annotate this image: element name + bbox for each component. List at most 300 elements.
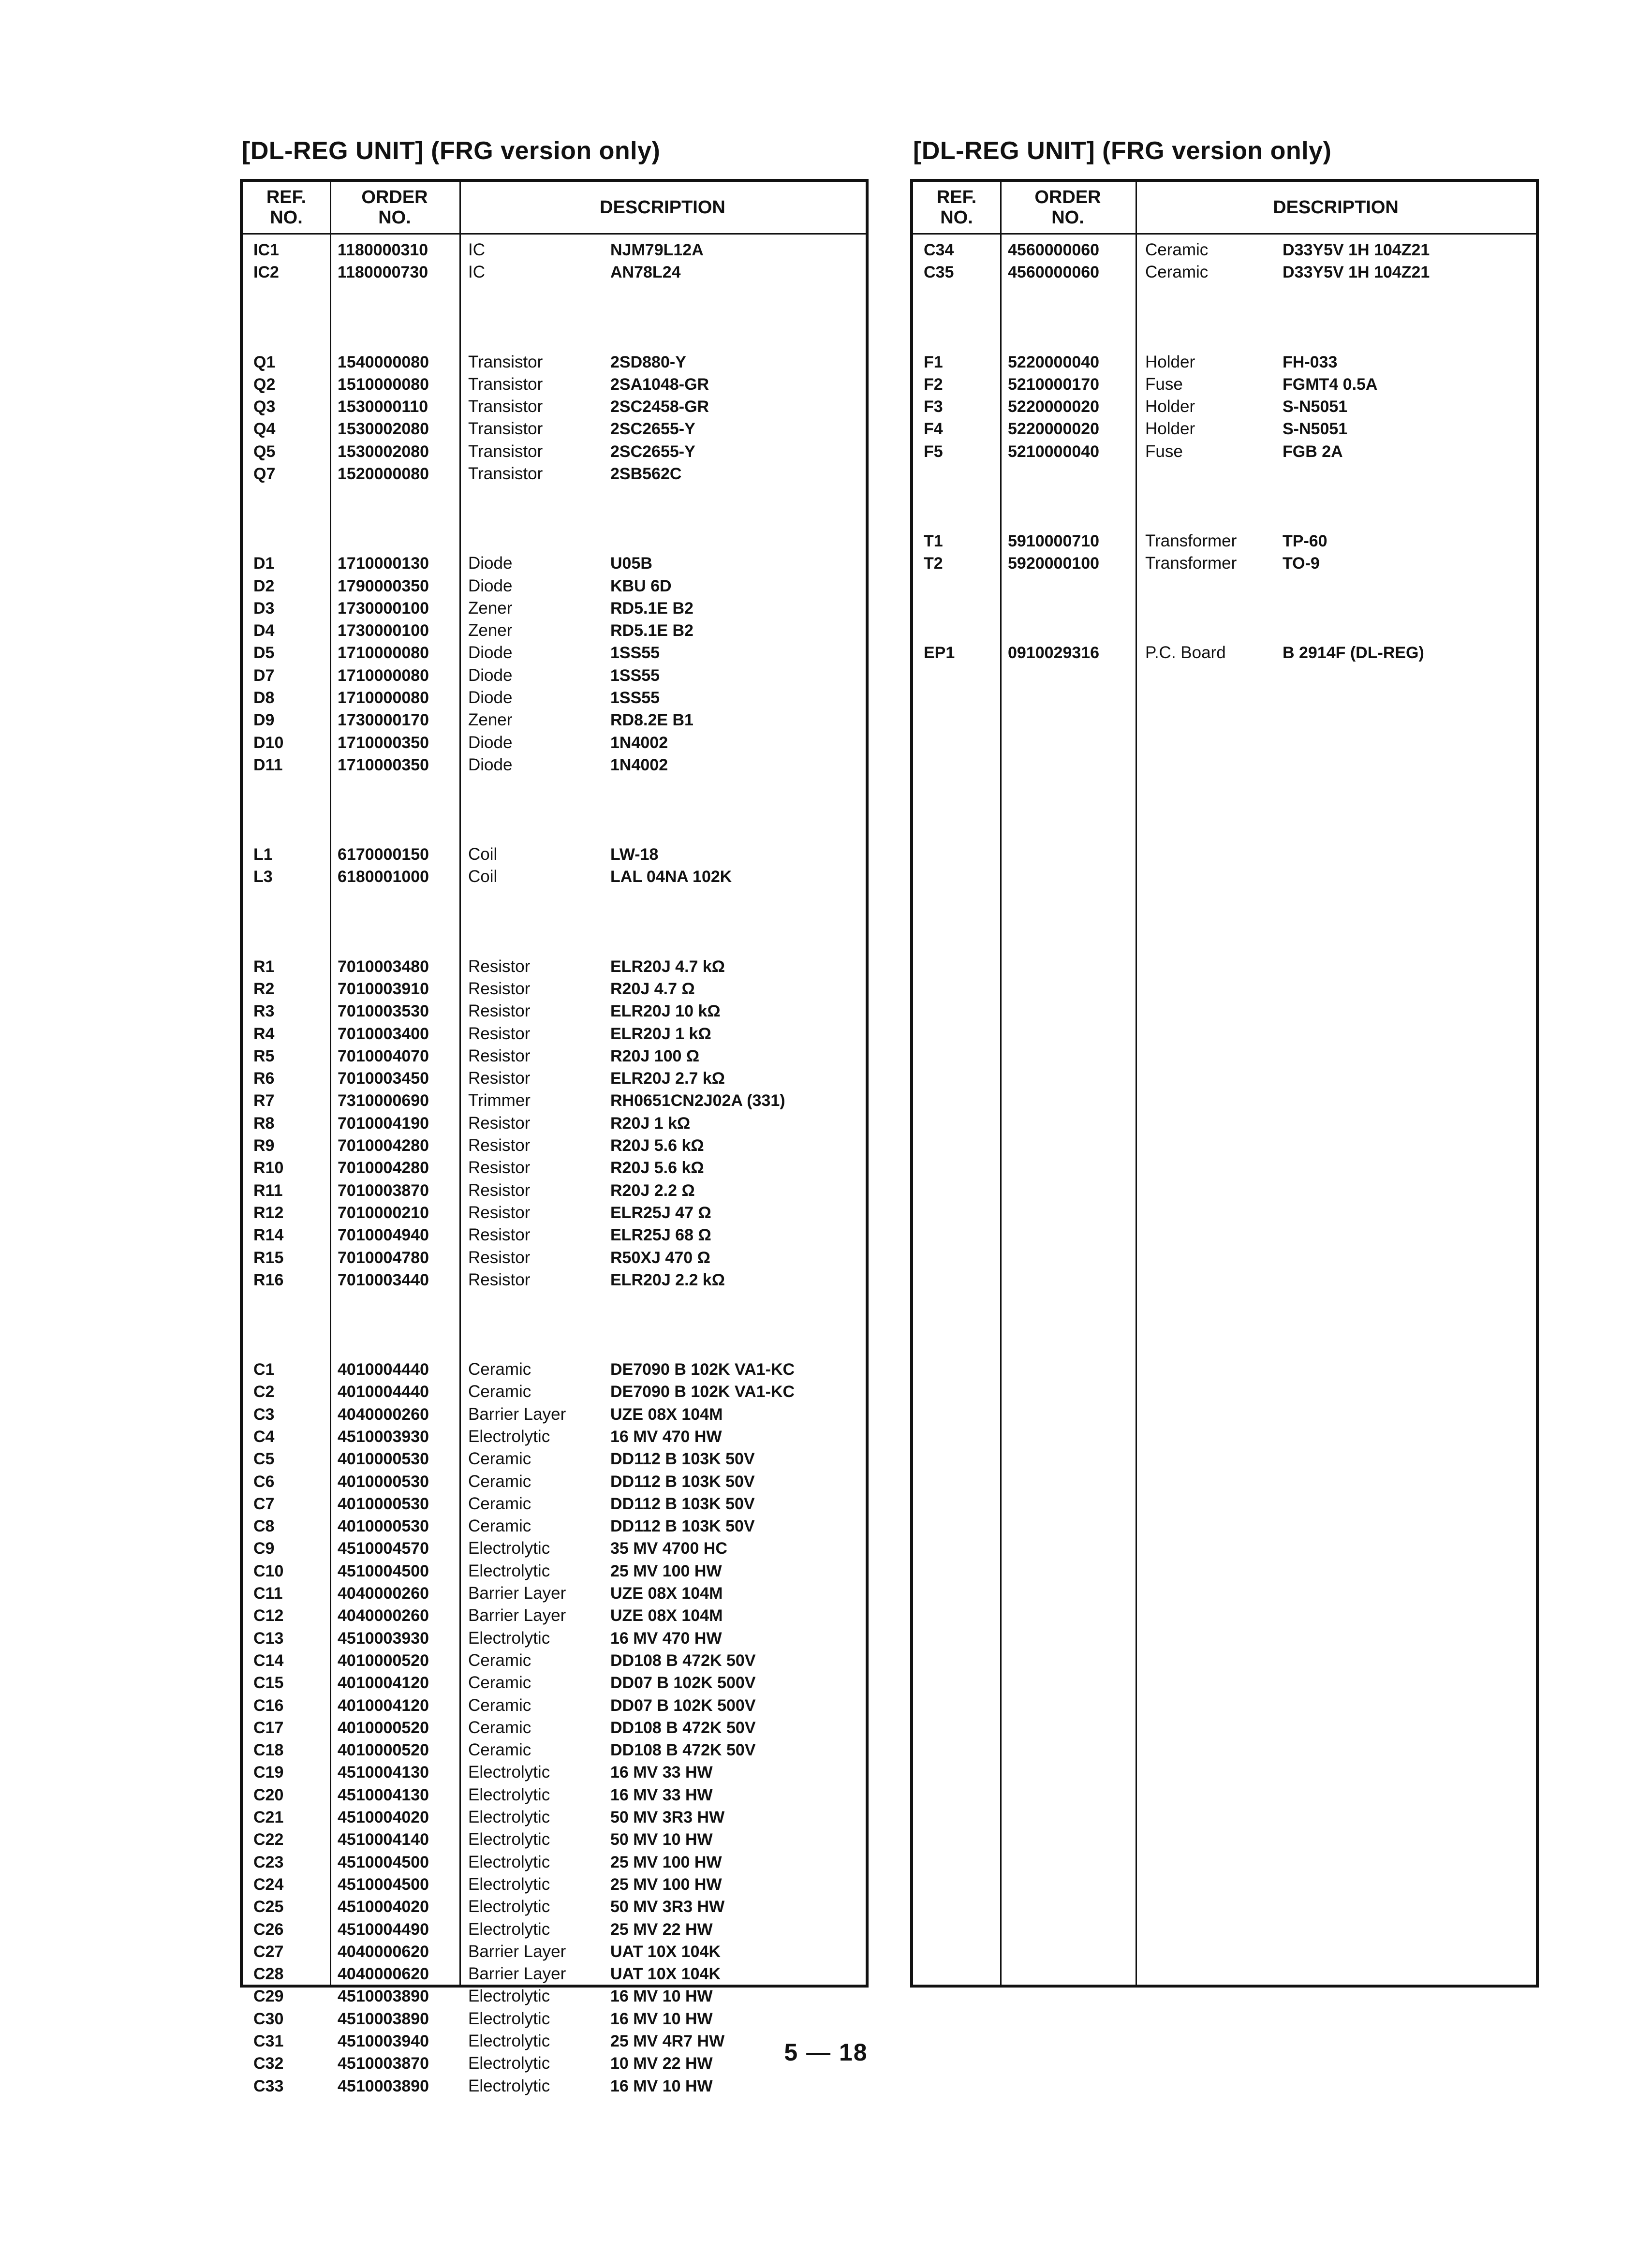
part-type-cell: P.C. Board (1145, 643, 1226, 663)
ref-no-cell: D2 (253, 576, 275, 595)
part-spec-cell: 16 MV 33 HW (610, 1763, 713, 1782)
parts-row (243, 1112, 866, 1134)
part-type-cell: Transistor (468, 397, 543, 416)
parts-row (243, 396, 866, 418)
order-no-cell: 4040000620 (338, 1965, 429, 1984)
order-no-cell: 5220000040 (1008, 353, 1100, 371)
ref-no-cell: C22 (253, 1830, 284, 1849)
ref-no-cell: R10 (253, 1159, 284, 1178)
parts-row (243, 597, 866, 619)
part-spec-cell: 25 MV 100 HW (610, 1875, 722, 1894)
parts-row (243, 1045, 866, 1067)
ref-no-cell: D5 (253, 644, 275, 663)
order-no-cell: 4510003870 (338, 2054, 429, 2073)
parts-row (243, 1627, 866, 1649)
parts-row (243, 1403, 866, 1426)
parts-row (243, 642, 866, 664)
ref-no-cell: Q7 (253, 465, 276, 483)
order-no-cell: 6180001000 (338, 868, 429, 886)
ref-no-cell: C33 (253, 2077, 284, 2095)
order-no-cell: 5220000020 (1008, 398, 1100, 416)
ref-no-cell: C32 (253, 2054, 284, 2073)
order-no-cell: 7010004780 (338, 1248, 429, 1267)
part-type-cell: Electrolytic (468, 1785, 550, 1804)
parts-row (913, 642, 1536, 664)
order-no-cell: 7310000690 (338, 1091, 429, 1110)
part-spec-cell: 2SA1048-GR (610, 375, 709, 394)
part-type-cell: Barrier Layer (468, 1606, 566, 1625)
part-spec-cell: DD112 B 103K 50V (610, 1450, 755, 1469)
ref-no-cell: C6 (253, 1472, 275, 1491)
parts-row (243, 1963, 866, 1985)
part-type-cell: Ceramic (468, 1695, 531, 1715)
parts-row (243, 1828, 866, 1851)
part-spec-cell: DD108 B 472K 50V (610, 1741, 756, 1760)
part-spec-cell: R20J 100 Ω (610, 1046, 700, 1065)
ref-header-line1: REF. (266, 187, 307, 207)
ref-no-cell: R1 (253, 957, 275, 976)
part-spec-cell: 2SC2655-Y (610, 420, 695, 439)
ref-no-cell: C4 (253, 1427, 275, 1446)
order-no-cell: 4510004500 (338, 1875, 429, 1894)
part-type-cell: Electrolytic (468, 1897, 550, 1916)
part-type-cell: Ceramic (468, 1382, 531, 1401)
part-type-cell: Electrolytic (468, 1852, 550, 1871)
part-type-cell: Ceramic (1145, 240, 1209, 259)
order-no-cell: 4510003890 (338, 2077, 429, 2095)
parts-row (243, 1090, 866, 1112)
order-no-cell: 4010000520 (338, 1651, 429, 1670)
part-spec-cell: D33Y5V 1H 104Z21 (1283, 241, 1430, 259)
parts-row (243, 463, 866, 485)
order-no-cell: 7010004940 (338, 1226, 429, 1245)
part-type-cell: Ceramic (468, 1673, 531, 1693)
parts-row (243, 1896, 866, 1918)
part-type-cell: Diode (468, 755, 513, 774)
parts-row (243, 1985, 866, 2007)
order-header-line1: ORDER (1034, 187, 1101, 207)
ref-no-cell: D8 (253, 689, 275, 707)
parts-row (243, 687, 866, 709)
parts-row (243, 709, 866, 731)
part-type-cell: Resistor (468, 1180, 531, 1200)
part-type-cell: Resistor (468, 1203, 531, 1222)
parts-row (913, 396, 1536, 418)
part-type-cell: Zener (468, 598, 513, 618)
ref-no-cell: C3 (253, 1405, 275, 1424)
part-spec-cell: ELR20J 4.7 kΩ (610, 957, 725, 976)
part-type-cell: Electrolytic (468, 1874, 550, 1894)
part-spec-cell: 1SS55 (610, 666, 660, 685)
ref-no-cell: C15 (253, 1674, 284, 1693)
part-spec-cell: 16 MV 470 HW (610, 1629, 722, 1648)
part-spec-cell: DD112 B 103K 50V (610, 1472, 755, 1491)
part-type-cell: Holder (1145, 352, 1195, 371)
parts-row (243, 1694, 866, 1717)
ref-no-cell: C21 (253, 1808, 284, 1826)
part-type-cell: Electrolytic (468, 1561, 550, 1580)
ref-header-line2: NO. (270, 207, 303, 228)
order-no-cell: 0910029316 (1008, 644, 1100, 663)
ref-no-cell: R4 (253, 1024, 275, 1043)
order-no-cell: 7010004280 (338, 1136, 429, 1155)
order-no-cell: 4510004570 (338, 1539, 429, 1558)
part-type-cell: Coil (468, 845, 498, 864)
ref-no-cell: Q2 (253, 375, 276, 394)
order-no-cell: 4040000260 (338, 1405, 429, 1424)
parts-row (243, 956, 866, 978)
ref-no-cell: D1 (253, 554, 275, 573)
order-no-cell: 1540000080 (338, 353, 429, 371)
ref-no-cell: C7 (253, 1494, 275, 1513)
part-spec-cell: 25 MV 100 HW (610, 1561, 722, 1580)
part-type-cell: Ceramic (468, 1718, 531, 1737)
part-spec-cell: 2SD880-Y (610, 353, 686, 371)
part-spec-cell: DD112 B 103K 50V (610, 1494, 755, 1513)
part-type-cell: Ceramic (468, 1650, 531, 1670)
parts-row (243, 664, 866, 687)
ref-no-cell: C29 (253, 1987, 284, 2006)
order-no-cell: 1520000080 (338, 465, 429, 483)
ref-no-cell: C35 (924, 263, 954, 282)
part-type-cell: Resistor (468, 1046, 531, 1065)
order-no-cell: 1180000310 (338, 241, 428, 259)
parts-row (243, 1806, 866, 1828)
left-title: [DL-REG UNIT] (FRG version only) (242, 137, 661, 165)
ref-header-line1: REF. (936, 187, 977, 207)
ref-no-cell: C13 (253, 1629, 284, 1648)
ref-no-cell: L1 (253, 845, 273, 864)
parts-row (243, 1471, 866, 1493)
part-type-cell: Barrier Layer (468, 1404, 566, 1424)
part-type-cell: Resistor (468, 957, 531, 976)
part-type-cell: Transistor (468, 464, 543, 483)
parts-row (243, 2075, 866, 2097)
part-type-cell: IC (468, 263, 485, 282)
ref-no-cell: IC1 (253, 241, 279, 259)
order-no-cell: 1730000170 (338, 711, 429, 730)
right-title: [DL-REG UNIT] (FRG version only) (913, 137, 1332, 165)
part-type-cell: Zener (468, 621, 513, 640)
ref-no-cell: C12 (253, 1606, 284, 1625)
parts-row (243, 1426, 866, 1448)
ref-no-cell: C10 (253, 1561, 284, 1580)
parts-row (243, 754, 866, 776)
part-type-cell: Resistor (468, 1069, 531, 1088)
part-type-cell: Resistor (468, 979, 531, 998)
part-type-cell: Barrier Layer (468, 1964, 566, 1984)
order-no-cell: 7010004280 (338, 1159, 429, 1178)
ref-header-line2: NO. (940, 207, 973, 228)
part-type-cell: Electrolytic (468, 1539, 550, 1558)
part-spec-cell: 16 MV 10 HW (610, 2009, 713, 2028)
part-spec-cell: 25 MV 100 HW (610, 1853, 722, 1871)
ref-no-cell: C16 (253, 1696, 284, 1715)
parts-row (243, 373, 866, 396)
part-spec-cell: 50 MV 3R3 HW (610, 1808, 725, 1826)
ref-no-cell: C14 (253, 1651, 284, 1670)
order-no-cell: 7010000210 (338, 1203, 429, 1222)
ref-no-cell: F2 (924, 375, 943, 394)
part-type-cell: Diode (468, 576, 513, 595)
ref-no-cell: C25 (253, 1898, 284, 1916)
part-type-cell: Electrolytic (468, 1427, 550, 1446)
order-no-cell: 1710000080 (338, 644, 429, 663)
order-no-header (1000, 182, 1136, 233)
part-spec-cell: 2SB562C (610, 465, 682, 483)
part-spec-cell: DD108 B 472K 50V (610, 1718, 756, 1737)
part-type-cell: Fuse (1145, 442, 1183, 461)
ref-no-cell: D3 (253, 599, 275, 618)
part-spec-cell: 50 MV 3R3 HW (610, 1898, 725, 1916)
part-spec-cell: KBU 6D (610, 576, 672, 595)
order-no-cell: 4510003930 (338, 1427, 429, 1446)
part-spec-cell: R20J 5.6 kΩ (610, 1136, 704, 1155)
order-no-cell: 4510004020 (338, 1808, 429, 1826)
part-type-cell: Transformer (1145, 531, 1237, 550)
part-type-cell: Ceramic (468, 1740, 531, 1760)
part-spec-cell: 25 MV 4R7 HW (610, 2032, 725, 2050)
ref-no-cell: F4 (924, 420, 943, 439)
parts-row (243, 978, 866, 1000)
parts-row (243, 1515, 866, 1537)
ref-no-cell: R6 (253, 1069, 275, 1088)
parts-row (243, 1247, 866, 1269)
part-type-cell: Resistor (468, 1158, 531, 1178)
parts-row (243, 1649, 866, 1672)
ref-no-cell: R3 (253, 1002, 275, 1021)
order-no-cell: 4560000060 (1008, 241, 1100, 259)
parts-row (243, 732, 866, 754)
part-spec-cell: 16 MV 33 HW (610, 1785, 713, 1804)
order-no-cell: 4010000520 (338, 1741, 429, 1760)
order-no-cell: 7010003450 (338, 1069, 429, 1088)
part-spec-cell: 2SC2458-GR (610, 398, 709, 416)
parts-row (243, 1537, 866, 1560)
part-type-cell: Barrier Layer (468, 1942, 566, 1961)
order-no-cell: 4510004140 (338, 1830, 429, 1849)
part-type-cell: Resistor (468, 1225, 531, 1245)
parts-row (913, 530, 1536, 552)
order-no-cell: 4510003940 (338, 2032, 429, 2050)
ref-no-cell: F1 (924, 353, 943, 371)
part-type-cell: Zener (468, 710, 513, 730)
order-no-cell: 7010004070 (338, 1046, 429, 1065)
parts-row (913, 552, 1536, 574)
order-header-line1: ORDER (361, 187, 428, 207)
description-header: DESCRIPTION (1273, 197, 1399, 218)
part-spec-cell: UZE 08X 104M (610, 1606, 723, 1625)
order-no-cell: 7010003480 (338, 957, 429, 976)
parts-row (243, 1381, 866, 1403)
order-no-cell: 7010003910 (338, 979, 429, 998)
part-type-cell: Electrolytic (468, 1808, 550, 1826)
parts-row (243, 1605, 866, 1627)
order-no-cell: 1180000730 (338, 263, 428, 282)
part-spec-cell: LW-18 (610, 845, 659, 864)
parts-row (243, 1761, 866, 1783)
parts-row (243, 418, 866, 440)
part-type-cell: Resistor (468, 1136, 531, 1155)
part-spec-cell: 16 MV 470 HW (610, 1427, 722, 1446)
part-spec-cell: FGB 2A (1283, 442, 1343, 461)
part-spec-cell: B 2914F (DL-REG) (1283, 644, 1424, 663)
part-spec-cell: R20J 1 kΩ (610, 1114, 691, 1133)
parts-row (243, 1918, 866, 1941)
ref-no-cell: R7 (253, 1091, 275, 1110)
part-spec-cell: DE7090 B 102K VA1-KC (610, 1383, 795, 1401)
ref-no-cell: D4 (253, 621, 275, 640)
ref-no-cell: C9 (253, 1539, 275, 1558)
ref-no-cell: D9 (253, 711, 275, 730)
parts-row (243, 1269, 866, 1291)
parts-row (243, 1941, 866, 1963)
part-spec-cell: UZE 08X 104M (610, 1405, 723, 1424)
part-spec-cell: 16 MV 10 HW (610, 2077, 713, 2095)
part-type-cell: Resistor (468, 1001, 531, 1021)
ref-no-cell: R2 (253, 979, 275, 998)
order-no-cell: 1730000100 (338, 599, 429, 618)
part-spec-cell: ELR20J 1 kΩ (610, 1024, 711, 1043)
order-header-line2: NO. (1051, 207, 1084, 228)
order-no-cell: 7010003440 (338, 1270, 429, 1289)
order-no-cell: 1710000130 (338, 554, 429, 573)
part-type-cell: Electrolytic (468, 2054, 550, 2073)
part-spec-cell: R20J 5.6 kΩ (610, 1159, 704, 1178)
ref-no-cell: F3 (924, 398, 943, 416)
part-type-cell: Electrolytic (468, 1987, 550, 2006)
parts-row (243, 866, 866, 888)
parts-row (243, 1717, 866, 1739)
order-no-cell: 1710000350 (338, 755, 429, 774)
part-type-cell: Transistor (468, 442, 543, 461)
ref-no-cell: F5 (924, 442, 943, 461)
part-type-cell: Transistor (468, 352, 543, 371)
part-spec-cell: UZE 08X 104M (610, 1584, 723, 1603)
ref-no-cell: C24 (253, 1875, 284, 1894)
ref-no-header (243, 182, 330, 233)
order-no-header (330, 182, 459, 233)
order-no-cell: 1530002080 (338, 442, 429, 461)
part-spec-cell: 1N4002 (610, 755, 668, 774)
parts-row (243, 1023, 866, 1045)
parts-row (243, 441, 866, 463)
ref-no-cell: R12 (253, 1203, 284, 1222)
order-no-cell: 7010003400 (338, 1024, 429, 1043)
order-no-cell: 1790000350 (338, 576, 429, 595)
parts-row (243, 1560, 866, 1582)
parts-row (243, 1851, 866, 1873)
ref-no-cell: C20 (253, 1785, 284, 1804)
order-no-cell: 1710000080 (338, 689, 429, 707)
part-type-cell: Ceramic (468, 1449, 531, 1469)
order-no-cell: 4510004500 (338, 1561, 429, 1580)
part-spec-cell: NJM79L12A (610, 241, 704, 259)
parts-row (243, 1000, 866, 1022)
order-no-cell: 4010000530 (338, 1494, 429, 1513)
part-type-cell: Ceramic (1145, 263, 1209, 282)
part-type-cell: Fuse (1145, 374, 1183, 394)
order-no-cell: 1530000110 (338, 398, 428, 416)
parts-row (243, 2008, 866, 2030)
ref-no-cell: Q5 (253, 442, 276, 461)
part-spec-cell: AN78L24 (610, 263, 681, 282)
parts-row (243, 1157, 866, 1179)
order-no-cell: 4010004120 (338, 1674, 429, 1693)
part-type-cell: Ceramic (468, 1472, 531, 1491)
part-type-cell: Electrolytic (468, 2032, 550, 2050)
parts-row (243, 1873, 866, 1896)
part-spec-cell: RH0651CN2J02A (331) (610, 1091, 785, 1110)
ref-no-cell: IC2 (253, 263, 279, 282)
part-type-cell: Transformer (1145, 554, 1237, 573)
parts-row (243, 1493, 866, 1515)
ref-no-cell: C30 (253, 2009, 284, 2028)
order-no-cell: 4510004130 (338, 1785, 429, 1804)
part-spec-cell: DD07 B 102K 500V (610, 1696, 756, 1715)
description-header: DESCRIPTION (600, 197, 725, 218)
order-no-cell: 5920000100 (1008, 554, 1100, 573)
part-type-cell: Barrier Layer (468, 1584, 566, 1603)
ref-no-cell: C2 (253, 1383, 275, 1401)
right-parts-table (910, 179, 1539, 1988)
order-no-cell: 4010000530 (338, 1472, 429, 1491)
order-no-cell: 4010004440 (338, 1383, 429, 1401)
part-spec-cell: FGMT4 0.5A (1283, 375, 1378, 394)
part-spec-cell: RD5.1E B2 (610, 599, 693, 618)
parts-row (243, 261, 866, 283)
part-type-cell: Ceramic (468, 1517, 531, 1536)
part-spec-cell: DE7090 B 102K VA1-KC (610, 1360, 795, 1379)
part-type-cell: Transistor (468, 419, 543, 439)
ref-no-cell: R15 (253, 1248, 284, 1267)
part-spec-cell: R50XJ 470 Ω (610, 1248, 710, 1267)
order-header-line2: NO. (378, 207, 411, 228)
part-spec-cell: ELR20J 2.7 kΩ (610, 1069, 725, 1088)
part-spec-cell: R20J 4.7 Ω (610, 979, 695, 998)
part-spec-cell: 1N4002 (610, 733, 668, 752)
part-spec-cell: DD108 B 472K 50V (610, 1651, 756, 1670)
part-spec-cell: 2SC2655-Y (610, 442, 695, 461)
parts-row (913, 351, 1536, 373)
order-no-cell: 5210000170 (1008, 375, 1100, 394)
ref-no-cell: R5 (253, 1046, 275, 1065)
order-no-cell: 1510000080 (338, 375, 429, 394)
parts-row (243, 552, 866, 574)
part-spec-cell: RD5.1E B2 (610, 621, 693, 640)
parts-row (243, 1784, 866, 1806)
ref-no-cell: Q4 (253, 420, 276, 439)
part-spec-cell: 35 MV 4700 HC (610, 1539, 727, 1558)
parts-row (243, 1067, 866, 1090)
part-spec-cell: 25 MV 22 HW (610, 1920, 713, 1939)
ref-no-cell: T1 (924, 531, 943, 550)
order-no-cell: 4510004020 (338, 1898, 429, 1916)
order-no-cell: 4010000530 (338, 1450, 429, 1469)
header-divider (243, 233, 866, 235)
ref-no-header (913, 182, 1000, 233)
ref-no-cell: C31 (253, 2032, 284, 2050)
ref-no-cell: R8 (253, 1114, 275, 1133)
part-type-cell: Electrolytic (468, 2076, 550, 2095)
parts-row (243, 1739, 866, 1761)
parts-row (243, 1179, 866, 1202)
order-no-cell: 4040000620 (338, 1942, 429, 1961)
ref-no-cell: Q3 (253, 398, 276, 416)
ref-no-cell: C23 (253, 1853, 284, 1871)
order-no-cell: 4010004440 (338, 1360, 429, 1379)
parts-row (913, 239, 1536, 261)
